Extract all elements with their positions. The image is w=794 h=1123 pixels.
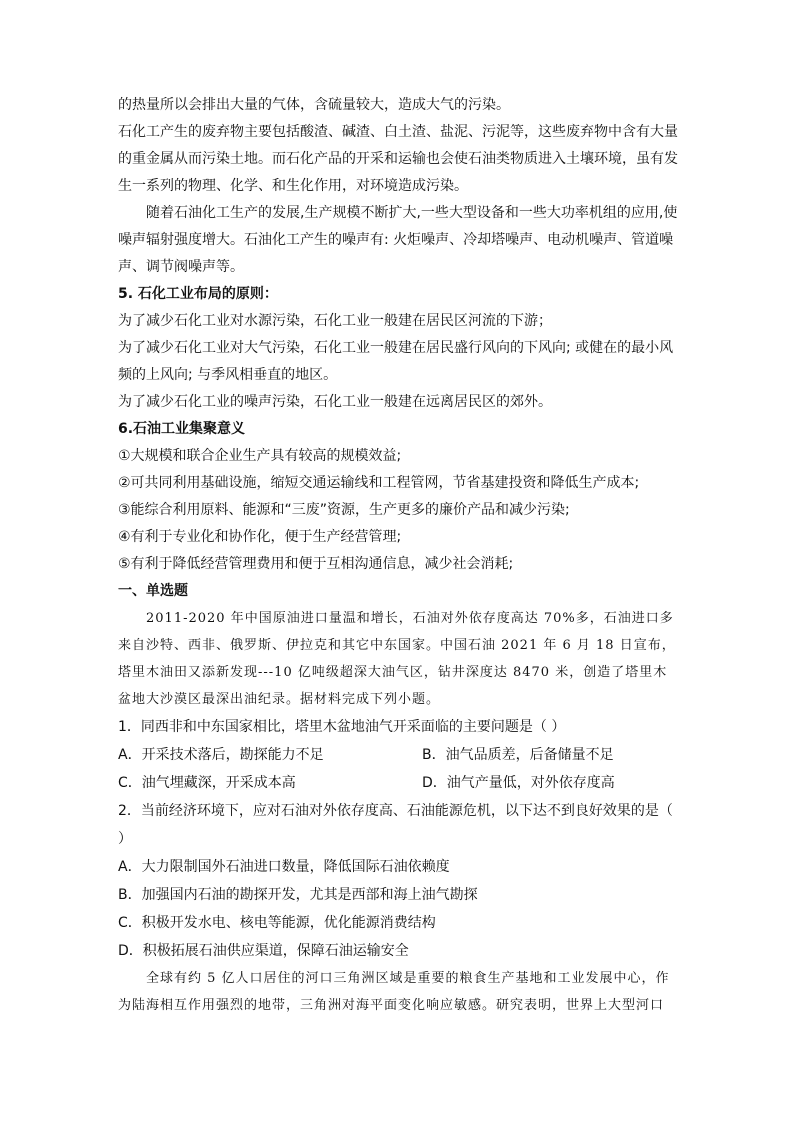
question-2-option-a[interactable]: A．大力限制国外石油进口数量，降低国际石油依赖度 [118,859,450,875]
question-1-option-c[interactable]: C．油气埋藏深，开采成本高 [118,775,296,791]
significance-item-5: ⑤有利于降低经营管理费用和便于互相沟通信息，减少社会消耗; [118,556,514,572]
question-2-option-b[interactable]: B．加强国内石油的勘探开发，尤其是西部和海上油气勘探 [118,887,478,903]
question-1-option-d[interactable]: D．油气产量低，对外依存度高 [422,775,615,791]
significance-item-2: ②可共同利用基础设施，缩短交通运输线和工程管网，节省基建投资和降低生产成本; [118,475,640,491]
question-2-option-d[interactable]: D．积极拓展石油供应渠道，保障石油运输安全 [118,943,409,959]
principle-air: 为了减少石化工业对大气污染，石化工业一般建在居民盛行风向的下风向; 或健在的最小风频的上风向; 与季风相垂直的地区。 [118,340,674,383]
paragraph-noise-pollution: 随着石油化工生产的发展,生产规模不断扩大,一些大型设备和一些大功率机组的应用,使噪声辐射强度增大。石油化工产生的噪声有: 火炬噪声、冷却塔噪声、电动机噪声、管道噪声、调节阀噪声等。 [118,205,678,275]
question-2-stem: 2．当前经济环境下，应对石油对外依存度高、石油能源危机，以下达不到良好效果的是（ ） [118,803,673,847]
heading-agglomeration-significance: 6.石油工业集聚意义 [118,421,246,437]
paragraph-gas-pollution: 的热量所以会排出大量的气体，含硫量较大，造成大气的污染。 [118,97,510,113]
section-heading: 一、单选题 [118,583,188,599]
question-1-option-b[interactable]: B．油气品质差，后备储量不足 [422,747,614,763]
heading-layout-principles: 5. 石化工业布局的原则： [118,286,278,302]
significance-item-3: ③能综合利用原料、能源和“三废”资源，生产更多的廉价产品和减少污染; [118,502,570,518]
principle-noise: 为了减少石化工业的噪声污染，石化工业一般建在远离居民区的郊外。 [118,394,552,410]
principle-water: 为了减少石化工业对水源污染，石化工业一般建在居民区河流的下游； [118,313,552,329]
question-1-option-a[interactable]: A．开采技术落后，勘探能力不足 [118,747,324,763]
significance-item-4: ④有利于专业化和协作化，便于生产经营管理; [118,529,402,545]
question-1-options-row-1 [118,741,678,769]
significance-item-1: ①大规模和联合企业生产具有较高的规模效益; [118,448,402,464]
document-body [118,92,678,1019]
material-passage-1: 2011-2020 年中国原油进口量温和增长，石油对外依存度高达 70%多，石油进口多来自沙特、西非、俄罗斯、伊拉克和其它中东国家。中国石油 2021 年 6 月 18 日宣布，塔里木油田又添新发现---10 亿吨级超深大油气区，钻井深度达 8470 米，创造了塔里木盆地大沙漠区最深出油纪录。据材料完成下列小题。 [118,611,676,707]
question-1-options-row-2 [118,769,678,797]
question-1-stem: 1．同西非和中东国家相比，塔里木盆地油气开采面临的主要问题是（ ） [118,719,566,735]
material-passage-2: 全球有约 5 亿人口居住的河口三角洲区域是重要的粮食生产基地和工业发展中心，作为陆海相互作用强烈的地带，三角洲对海平面变化响应敏感。研究表明，世界上大型河口 [118,971,670,1013]
paragraph-waste-pollution: 石化工产生的废弃物主要包括酸渣、碱渣、白土渣、盐泥、污泥等，这些废弃物中含有大量的重金属从而污染土地。而石化产品的开采和运输也会使石油类物质进入土壤环境，虽有发生一系列的物理、化学、和生化作用，对环境造成污染。 [118,124,678,194]
question-2-option-c[interactable]: C．积极开发水电、核电等能源，优化能源消费结构 [118,915,436,931]
